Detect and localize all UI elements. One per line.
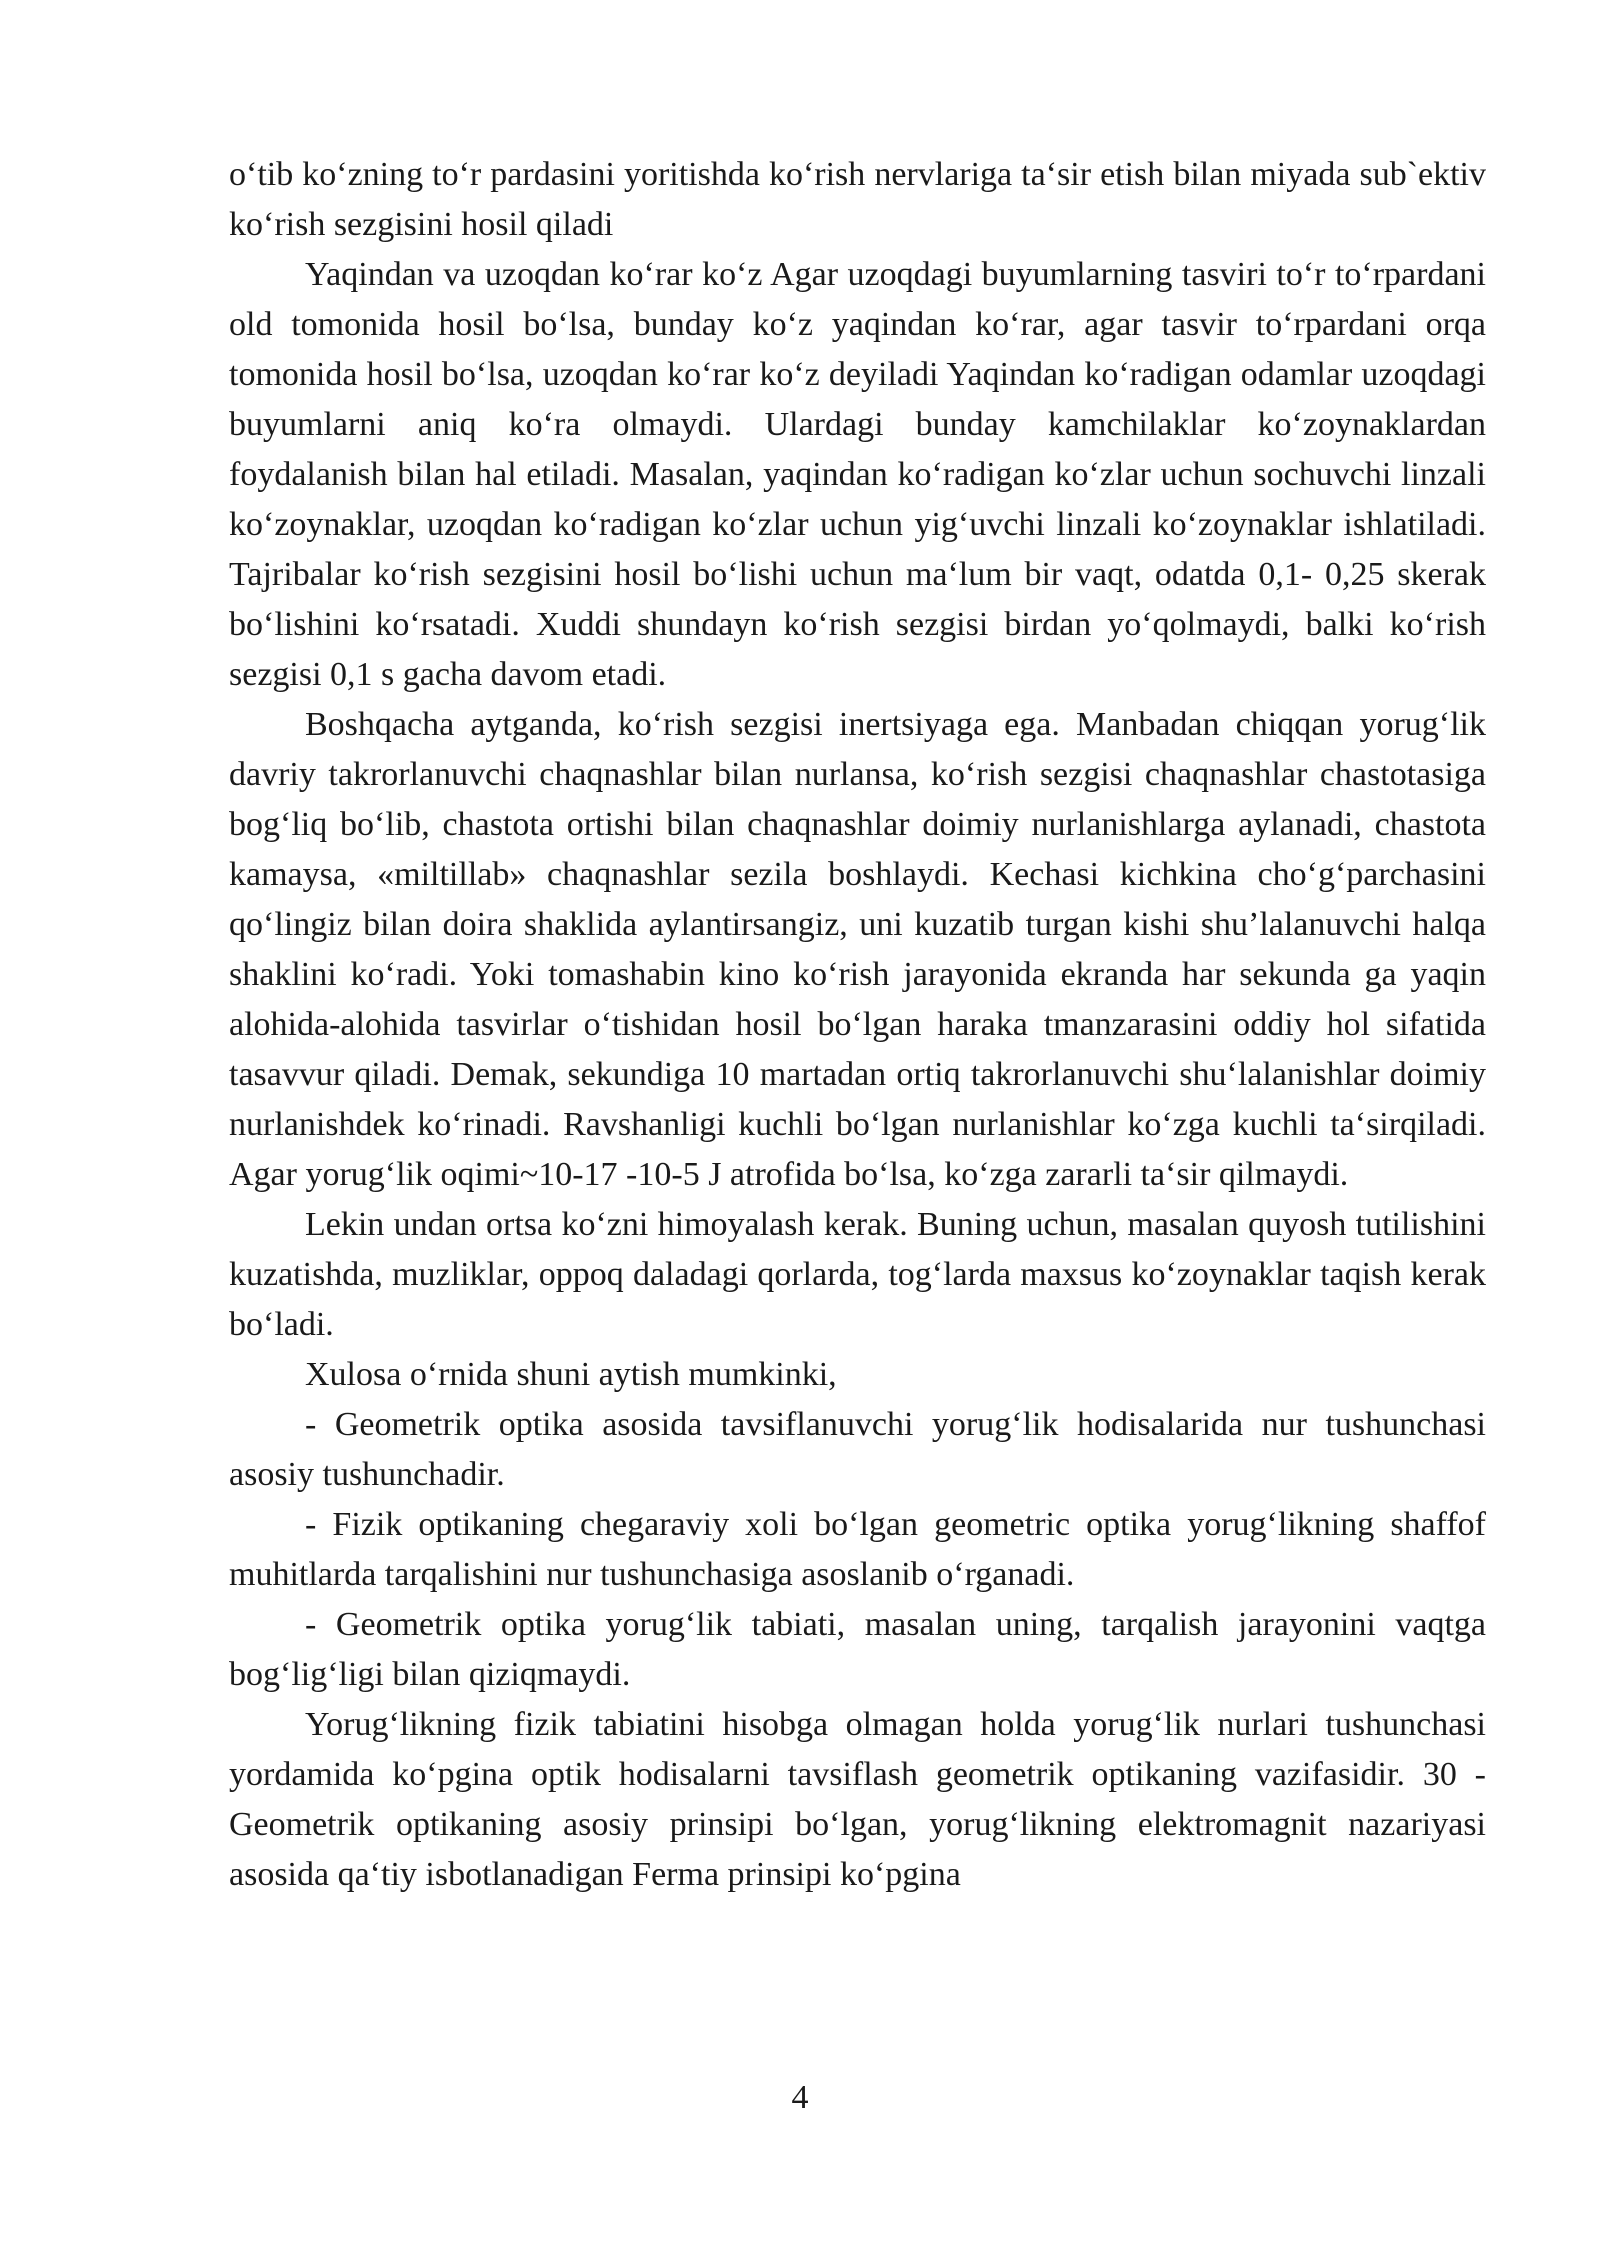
paragraph-near-far-sighted: Yaqindan va uzoqdan ko‘rar ko‘z Agar uzoqdagi buyumlarning tasviri to‘r to‘rpardani old tomonida hosil bo‘lsa, bunday ko‘z yaqindan ko‘rar, agar tasvir to‘rpardani orqa tomonida hosil bo‘lsa, uzoqdan ko‘rar ko‘z deyiladi Yaqindan ko‘radigan odamlar uzoqdagi buyumlarni aniq ko‘ra olmaydi. Ulardagi bunday kamchilaklar ko‘zoynaklardan foydalanish bilan hal etiladi. Masalan, yaqindan ko‘radigan ko‘zlar uchun sochuvchi linzali ko‘zoynaklar, uzoqdan ko‘radigan ko‘zlar uchun yig‘uvchi linzali ko‘zoynaklar ishlatiladi. Tajribalar ko‘rish sezgisini hosil bo‘lishi uchun ma‘lum bir vaqt, odatda 0,1- 0,25 skerak bo‘lishini ko‘rsatadi. Xuddi shundayn ko‘rish sezgisi birdan yo‘qolmaydi, balki ko‘rish sezgisi 0,1 s gacha davom etadi. [229, 256, 1486, 693]
paragraph-protection: Lekin undan ortsa ko‘zni himoyalash kerak. Buning uchun, masalan quyosh tutilishini kuzatishda, muzliklar, oppoq daladagi qorlarda, tog‘larda maxsus ko‘zoynaklar taqish kerak bo‘ladi. [229, 1206, 1486, 1343]
body-text [229, 150, 1486, 1900]
paragraph-fermat-principle: Yorug‘likning fizik tabiatini hisobga olmagan holda yorug‘lik nurlari tushunchasi yordamida ko‘pgina optik hodisalarni tavsiflash geometrik optikaning vazifasidir. 30 - Geometrik optikaning asosiy prinsipi bo‘lgan, yorug‘likning elektromagnit nazariyasi asosida qa‘tiy isbotlanadigan Ferma prinsipi ko‘pgina [229, 1706, 1486, 1893]
paragraph-conclusion-item-3: - Geometrik optika yorug‘lik tabiati, masalan uning, tarqalish jarayonini vaqtga bog‘lig‘ligi bilan qiziqmaydi. [229, 1606, 1486, 1693]
paragraph-continuation: o‘tib ko‘zning to‘r pardasini yoritishda ko‘rish nervlariga ta‘sir etish bilan miyada sub`ektiv ko‘rish sezgisini hosil qiladi [229, 156, 1486, 243]
paragraph-conclusion-item-2: - Fizik optikaning chegaraviy xoli bo‘lgan geometric optika yorug‘likning shaffof muhitlarda tarqalishini nur tushunchasiga asoslanib o‘rganadi. [229, 1506, 1486, 1593]
paragraph-conclusion-item-1: - Geometrik optika asosida tavsiflanuvchi yorug‘lik hodisalarida nur tushunchasi asosiy tushunchadir. [229, 1406, 1486, 1493]
paragraph-conclusion-intro: Xulosa o‘rnida shuni aytish mumkinki, [305, 1356, 837, 1393]
paragraph-inertia: Boshqacha aytganda, ko‘rish sezgisi inertsiyaga ega. Manbadan chiqqan yorug‘lik davriy takrorlanuvchi chaqnashlar bilan nurlansa, ko‘rish sezgisi chaqnashlar chastotasiga bog‘liq bo‘lib, chastota ortishi bilan chaqnashlar doimiy nurlanishlarga aylanadi, chastota kamaysa, «miltillab» chaqnashlar sezila boshlaydi. Kechasi kichkina cho‘g‘parchasini qo‘lingiz bilan doira shaklida aylantirsangiz, uni kuzatib turgan kishi shu’lalanuvchi halqa shaklini ko‘radi. Yoki tomashabin kino ko‘rish jarayonida ekranda har sekunda ga yaqin alohida-alohida tasvirlar o‘tishidan hosil bo‘lgan haraka tmanzarasini oddiy hol sifatida tasavvur qiladi. Demak, sekundiga 10 martadan ortiq takrorlanuvchi shu‘lalanishlar doimiy nurlanishdek ko‘rinadi. Ravshanligi kuchli bo‘lgan nurlanishlar ko‘zga kuchli ta‘sirqiladi. Agar yorug‘lik oqimi~10-17 -10-5 J atrofida bo‘lsa, ko‘zga zararli ta‘sir qilmaydi. [229, 706, 1486, 1193]
page-number: 4 [791, 2079, 809, 2116]
